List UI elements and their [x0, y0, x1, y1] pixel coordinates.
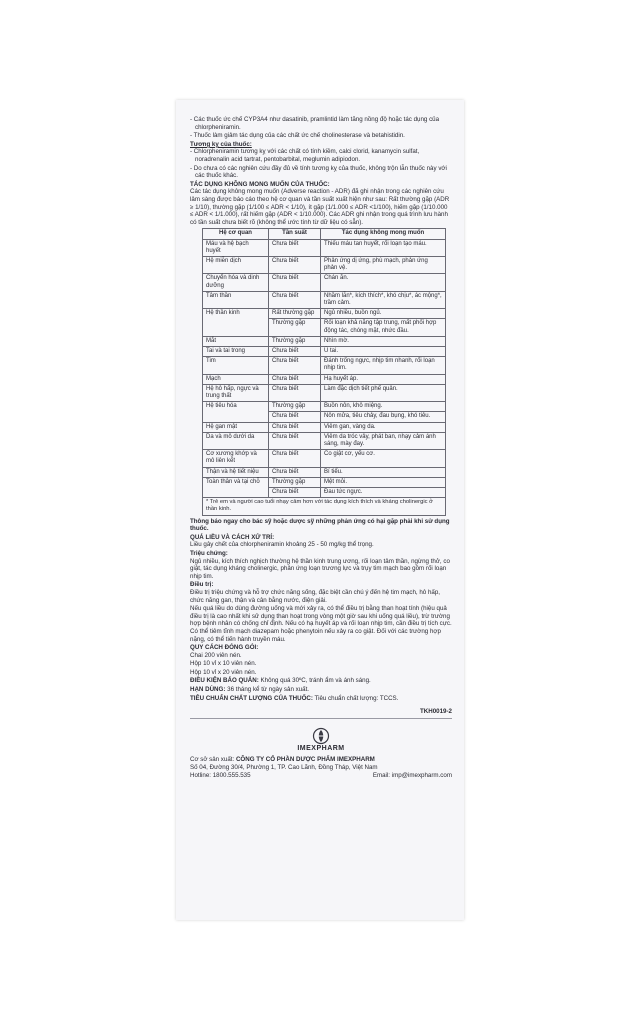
- adr-table-row: [203, 467, 446, 477]
- standard-heading: TIÊU CHUẨN CHẤT LƯỢNG CỦA THUỐC:: [190, 694, 313, 702]
- frequency-cell: Thường gặp: [269, 336, 321, 346]
- frequency-cell: Chưa biết: [269, 256, 321, 273]
- organ-cell: Máu và hệ bạch huyết: [203, 239, 269, 256]
- shelf-life-line: [190, 686, 452, 694]
- shelf-life-heading: HẠN DÙNG:: [190, 686, 226, 694]
- adr-table-row: [203, 477, 446, 487]
- organ-cell: Tai và tai trong: [203, 346, 269, 356]
- adr-table: [202, 228, 446, 515]
- frequency-cell: Chưa biết: [269, 467, 321, 477]
- effect-cell: Nôn mửa, tiêu chảy, đau bụng, khó tiêu.: [321, 412, 446, 422]
- manufacturer-name: CÔNG TY CỔ PHẦN DƯỢC PHẨM IMEXPHARM: [235, 756, 375, 764]
- organ-cell: Tâm thần: [203, 291, 269, 308]
- effect-cell: Viêm gan, vàng da.: [321, 422, 446, 432]
- adr-table-note: * Trẻ em và người cao tuổi nhạy cảm hơn với tác dụng kích thích và kháng cholinergic ở thần kinh.: [203, 498, 446, 515]
- adr-table-row: [203, 432, 446, 449]
- organ-cell: Hệ hô hấp, ngực và trung thất: [203, 384, 269, 401]
- frequency-cell: Thường gặp: [269, 477, 321, 487]
- overdose-heading: QUÁ LIỀU VÀ CÁCH XỬ TRÍ:: [190, 533, 275, 541]
- effect-cell: Thiếu máu tan huyết, rối loạn tạo máu.: [321, 239, 446, 256]
- organ-cell: Mạch: [203, 374, 269, 384]
- lethal-dose-line: Liều gây chết của chlorpheniramin khoảng 25 - 50 mg/kg thể trọng.: [190, 541, 374, 549]
- document-code: TKH0019-2: [420, 708, 452, 716]
- imexpharm-logo-icon: [312, 727, 330, 745]
- hotline: Hotline: 1800.555.535: [190, 772, 251, 780]
- header-effect: Tác dụng không mong muốn: [321, 229, 446, 239]
- frequency-cell: Chưa biết: [269, 488, 321, 498]
- drug-leaflet: [176, 100, 464, 920]
- treatment-text-2: Nếu quá liều do dùng đường uống và mới xảy ra, có thể điều trị bằng than hoạt tính (hiệu quả điều trị là cao nhất khi sử dụng than hoạt trong vòng một giờ sau khi uống quá liều), trừ trường hợp bệnh nhân có chống chỉ định. Nếu có hạ huyết áp và rối loạn nhịp tim, cần điều trị tích cực. Có thể tiêm tĩnh mạch diazepam hoặc phenytoin nếu xảy ra co giật. Đối với các trường hợp nặng, có thể tiến hành truyền máu.: [190, 605, 452, 643]
- adr-table-row: [203, 374, 446, 384]
- effect-cell: Hạ huyết áp.: [321, 374, 446, 384]
- standard-text: Tiêu chuẩn chất lượng: TCCS.: [314, 694, 399, 702]
- frequency-cell: Chưa biết: [269, 239, 321, 256]
- organ-cell: Hệ thần kinh: [203, 309, 269, 337]
- frequency-cell: Chưa biết: [269, 291, 321, 308]
- adr-table-header: [203, 229, 446, 239]
- shelf-life-text: 36 tháng kể từ ngày sản xuất.: [227, 686, 310, 694]
- organ-cell: Thận và hệ tiết niệu: [203, 467, 269, 477]
- organ-cell: Cơ xương khớp và mô liên kết: [203, 450, 269, 467]
- leaflet-content: [190, 116, 452, 780]
- adr-table-row: [203, 346, 446, 356]
- effect-cell: Nhầm lẫn*, kích thích*, khó chịu*, ác mộng*, trầm cảm.: [321, 291, 446, 308]
- frequency-cell: Thường gặp: [269, 402, 321, 412]
- adr-intro: Các tác dụng không mong muốn (Adverse reaction - ADR) đã ghi nhận trong các nghiên cứu lâm sàng được báo cáo theo hệ cơ quan và tần suất xuất hiện như sau: Rất thường gặp (ADR ≥ 1/10), thường gặp (1/100 ≤ ADR < 1/10), ít gặp (1/1.000 ≤ ADR <1/100), hiếm gặp (1/10.000 ≤ ADR < 1/1.000), rất hiếm gặp (ADR < 1/10.000). Các ADR ghi nhận trong quá trình lưu hành có tần suất chưa biết rõ (không thể ước tính từ dữ liệu có sẵn).: [190, 188, 450, 226]
- divider: [190, 718, 452, 719]
- effect-cell: Chán ăn.: [321, 274, 446, 291]
- adr-table-row: [203, 256, 446, 273]
- frequency-cell: Chưa biết: [269, 450, 321, 467]
- organ-cell: Mắt: [203, 336, 269, 346]
- frequency-cell: Rất thường gặp: [269, 309, 321, 319]
- effect-cell: Đánh trống ngực, nhịp tim nhanh, rối loạn nhịp tim.: [321, 357, 446, 374]
- manufacturer-line: [190, 756, 452, 764]
- effect-cell: Viêm da tróc vảy, phát ban, nhạy cảm ánh sáng, mày đay.: [321, 432, 446, 449]
- contact-row: [190, 772, 452, 780]
- interaction-bullet-2: - Thuốc làm giảm tác dụng của các chất ức chế cholinesterase và betahistidin.: [190, 132, 405, 140]
- adr-table-row: [203, 291, 446, 308]
- brand-name: IMEXPHARM: [297, 744, 345, 752]
- treatment-heading: Điều trị:: [190, 581, 214, 589]
- effect-cell: Rối loạn khả năng tập trung, mất phối hợp động tác, chóng mặt, nhức đầu.: [321, 319, 446, 336]
- effect-cell: Làm đặc dịch tiết phế quản.: [321, 384, 446, 401]
- symptoms-text: Ngủ nhiều, kích thích nghịch thường hệ thần kinh trung ương, rối loạn tâm thần, ngừng thở, co giật, tác dụng kháng cholinergic, phản ứng loạn trương lực và trụy tim mạch bao gồm rối loạn nhịp tim.: [190, 557, 450, 580]
- effect-cell: Ngủ nhiều, buồn ngủ.: [321, 309, 446, 319]
- packaging-item-3: Hộp 10 vỉ x 20 viên nén.: [190, 668, 257, 676]
- frequency-cell: Chưa biết: [269, 412, 321, 422]
- email: Email: imp@imexpharm.com: [372, 772, 452, 780]
- organ-cell: Hệ miễn dịch: [203, 256, 269, 273]
- symptoms-heading: Triệu chứng:: [190, 549, 228, 557]
- manufacturer-address: Số 04, Đường 30/4, Phường 1, TP. Cao Lãnh, Đồng Tháp, Việt Nam: [190, 764, 378, 772]
- adr-warning: Thông báo ngay cho bác sỹ hoặc dược sỹ những phản ứng có hại gặp phải khi sử dụng thuốc.: [190, 517, 450, 533]
- effect-cell: Co giật cơ, yếu cơ.: [321, 450, 446, 467]
- adr-table-row: [203, 450, 446, 467]
- effect-cell: Nhìn mờ.: [321, 336, 446, 346]
- adr-table-row: [203, 274, 446, 291]
- organ-cell: Tim: [203, 357, 269, 374]
- frequency-cell: Chưa biết: [269, 432, 321, 449]
- frequency-cell: Chưa biết: [269, 422, 321, 432]
- frequency-cell: Chưa biết: [269, 274, 321, 291]
- frequency-cell: Thường gặp: [269, 319, 321, 336]
- organ-cell: Hệ gan mật: [203, 422, 269, 432]
- effect-cell: Phản ứng dị ứng, phù mạch, phản ứng phản vệ.: [321, 256, 446, 273]
- header-organ: Hệ cơ quan: [203, 229, 269, 239]
- adr-table-row: [203, 336, 446, 346]
- packaging-item-2: Hộp 10 vỉ x 10 viên nén.: [190, 660, 257, 668]
- treatment-text-1: Điều trị triệu chứng và hỗ trợ chức năng sống, đặc biệt cần chú ý đến hệ tim mạch, hô hấp, chức năng gan, thận và cân bằng nước, điện giải.: [190, 588, 441, 604]
- adr-table-row: [203, 422, 446, 432]
- organ-cell: Hệ tiêu hóa: [203, 402, 269, 422]
- incompatibility-item-1: - Chlorpheniramin tương kỵ với các chất có tính kiềm, calci clorid, kanamycin sulfat, noradrenalin acid tartrat, pentobarbital, meglumin adipiodon.: [190, 148, 420, 163]
- standard-line: [190, 695, 452, 703]
- effect-cell: Buồn nôn, khô miệng.: [321, 402, 446, 412]
- effect-cell: Đau tức ngực.: [321, 488, 446, 498]
- adr-table-row: [203, 239, 446, 256]
- packaging-heading: QUY CÁCH ĐÓNG GÓI:: [190, 644, 259, 652]
- storage-line: [190, 677, 452, 685]
- adr-table-row: [203, 357, 446, 374]
- effect-cell: Ù tai.: [321, 346, 446, 356]
- storage-text: Không quá 30ºC, tránh ẩm và ánh sáng.: [260, 677, 371, 685]
- storage-heading: ĐIỀU KIỆN BẢO QUẢN:: [190, 677, 259, 685]
- manufacturer-info: [190, 756, 452, 780]
- effect-cell: Bí tiểu.: [321, 467, 446, 477]
- frequency-cell: Chưa biết: [269, 374, 321, 384]
- incompatibility-heading: Tương kỵ của thuốc:: [190, 140, 252, 148]
- frequency-cell: Chưa biết: [269, 357, 321, 374]
- frequency-cell: Chưa biết: [269, 384, 321, 401]
- organ-cell: Toàn thân và tại chỗ: [203, 477, 269, 497]
- adr-table-row: [203, 384, 446, 401]
- brand-logo: [190, 727, 452, 753]
- organ-cell: Chuyển hóa và dinh dưỡng: [203, 274, 269, 291]
- header-frequency: Tần suất: [269, 229, 321, 239]
- effect-cell: Mệt mỏi.: [321, 477, 446, 487]
- packaging-item-1: Chai 200 viên nén.: [190, 651, 242, 659]
- interaction-bullet-1: - Các thuốc ức chế CYP3A4 như dasatinib, pramlintid làm tăng nồng độ hoặc tác dụng của chlorpheniramin.: [190, 116, 440, 131]
- adr-table-row: [203, 402, 446, 412]
- frequency-cell: Chưa biết: [269, 346, 321, 356]
- adr-table-row: [203, 309, 446, 319]
- manufacturer-label: Cơ sở sản xuất:: [190, 756, 235, 764]
- adr-heading: TÁC DỤNG KHÔNG MONG MUỐN CỦA THUỐC:: [190, 180, 330, 188]
- incompatibility-item-2: - Do chưa có các nghiên cứu đầy đủ về tính tương kỵ của thuốc, không trộn lẫn thuốc này với các thuốc khác.: [190, 164, 447, 180]
- organ-cell: Da và mô dưới da: [203, 432, 269, 449]
